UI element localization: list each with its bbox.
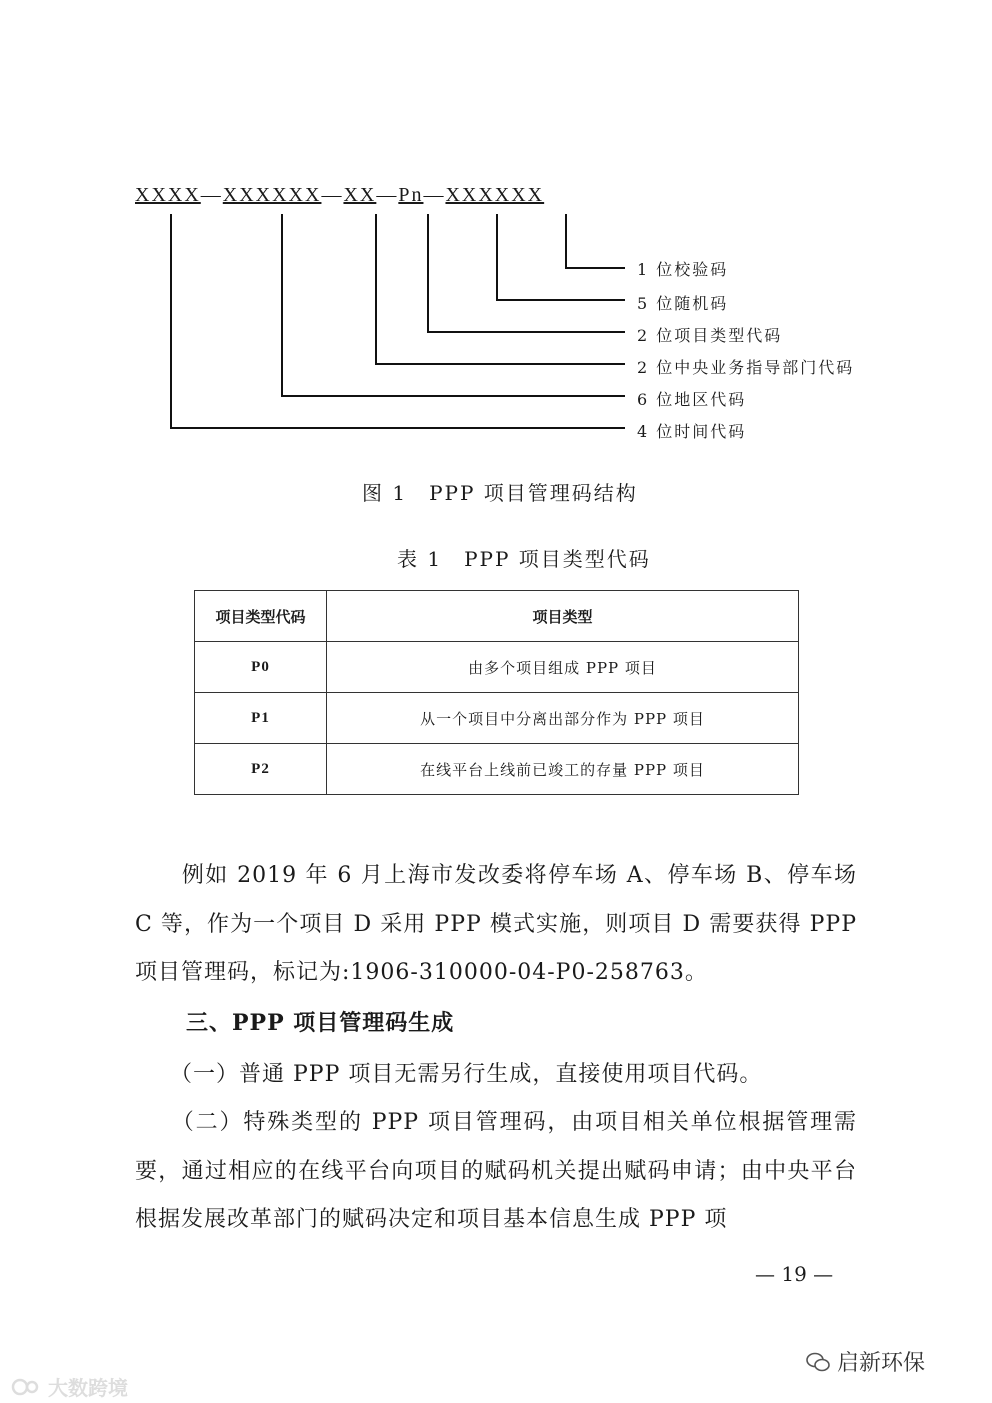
table-caption: 表 1 PPP 项目类型代码 (397, 547, 651, 571)
watermark-brand-text: 启新环保 (837, 1351, 926, 1376)
watermark-brand (805, 1346, 925, 1377)
code-structure-diagram (0, 0, 992, 460)
table-cell-code: P0 (195, 642, 327, 693)
chat-bubble-icon (10, 1377, 44, 1397)
code-segment-department: XX (343, 184, 377, 206)
table-cell-type: 从一个项目中分离出部分作为 PPP 项目 (327, 693, 799, 744)
connector-check-digit (566, 214, 625, 268)
legend-time: 4 位时间代码 (637, 422, 747, 441)
item-two-paragraph: （二）特殊类型的 PPP 项目管理码，由项目相关单位根据管理需要，通过相应的在线平台向项目的赋码机关提出赋码申请；由中央平台根据发展改革部门的赋码决定和项目基本信息生成 PPP 项 (135, 1110, 857, 1232)
connector-type (428, 214, 625, 332)
code-separator: — (200, 184, 223, 206)
page-number: — 19 — (755, 1262, 834, 1286)
table-cell-code: P1 (195, 693, 327, 744)
table-row (195, 693, 799, 744)
code-separator: — (423, 184, 446, 206)
legend-type: 2 位项目类型代码 (637, 326, 783, 345)
legend-check-digit: 1 位校验码 (637, 260, 729, 279)
watermark-source (10, 1372, 128, 1401)
table-cell-type: 在线平台上线前已竣工的存量 PPP 项目 (327, 744, 799, 795)
legend-random: 5 位随机码 (637, 294, 729, 313)
wechat-icon (805, 1351, 831, 1373)
section-heading: 三、PPP 项目管理码生成 (186, 1010, 455, 1036)
legend-region: 6 位地区代码 (637, 390, 747, 409)
watermark-source-text: 大数跨境 (48, 1376, 128, 1400)
item-one-paragraph: （一）普通 PPP 项目无需另行生成，直接使用项目代码。 (135, 1062, 763, 1087)
table-header-code: 项目类型代码 (195, 591, 327, 642)
connector-department (376, 214, 625, 364)
code-separator: — (376, 184, 399, 206)
legend-department: 2 位中央业务指导部门代码 (637, 358, 855, 377)
code-segment-random: XXXXXX (445, 184, 545, 206)
table-cell-code: P2 (195, 744, 327, 795)
code-segment-region: XXXXXX (222, 184, 322, 206)
example-paragraph: 例如 2019 年 6 月上海市发改委将停车场 A、停车场 B、停车场 C 等，作为一个项目 D 采用 PPP 模式实施，则项目 D 需要获得 PPP 项目管理码，标记为:1906-310000-04-P0-258763。 (135, 863, 857, 985)
table-cell-type: 由多个项目组成 PPP 项目 (327, 642, 799, 693)
table-row (195, 642, 799, 693)
table-header-row (195, 591, 799, 642)
connector-random (497, 214, 625, 300)
table-row (195, 744, 799, 795)
code-segment-type: Pn (398, 184, 424, 206)
connector-region (282, 214, 625, 396)
figure-caption: 图 1 PPP 项目管理码结构 (362, 481, 638, 505)
code-segment-time: XXXX (135, 184, 201, 206)
code-separator: — (321, 184, 344, 206)
table-header-type: 项目类型 (327, 591, 799, 642)
project-type-table (194, 590, 799, 795)
